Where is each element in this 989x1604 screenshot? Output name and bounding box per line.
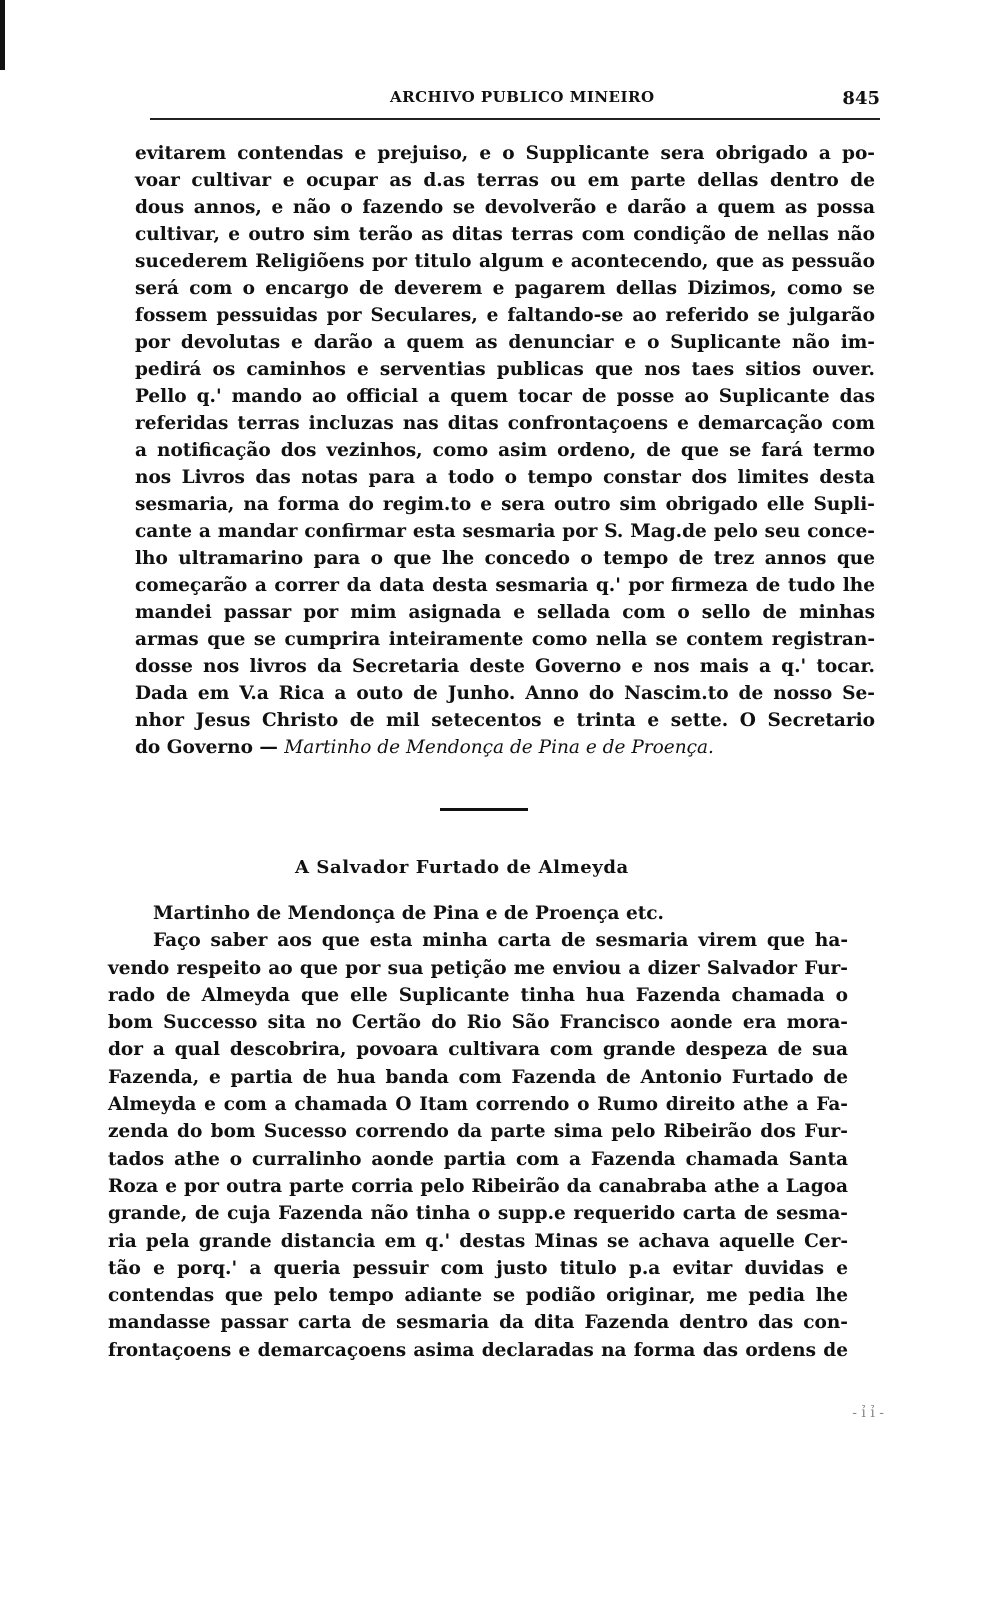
text-line: fossem pessuidas por Seculares, e faltando-se ao referido se julgarão [135,305,875,326]
text-line: armas que se cumprira inteiramente como nella se contem registran- [135,629,875,650]
header-rule [150,118,880,120]
text-line: zenda do bom Sucesso correndo da parte sima pelo Ribeirão dos Fur- [108,1121,848,1143]
text-line: por devolutas e darão a quem as denunciar e o Suplicante não im- [135,332,875,353]
text-line: contendas que pelo tempo adiante se podião originar, me pedia lhe [108,1285,848,1307]
text-line: lho ultramarino para o que lhe concedo o tempo de trez annos que [135,548,875,569]
text-line: dous annos, e não o fazendo se devolverão e darão a quem as possa [135,197,875,218]
text-line: mandei passar por mim asignada e sellada com o sello de minhas [135,602,875,623]
section-title: A Salvador Furtado de Almeyda [295,857,629,878]
text-line: evitarem contendas e prejuiso, e o Supplicante sera obrigado a po- [135,143,875,164]
text-line: referidas terras incluzas nas ditas confrontaçoens e demarcação com [135,413,875,434]
page-number: 845 [842,88,880,109]
text-line: Fazenda, e partia de hua banda com Fazenda de Antonio Furtado de [108,1066,848,1088]
text-line: a notificação dos vezinhos, como asim ordeno, de que se fará termo [135,440,875,461]
text-line: mandasse passar carta de sesmaria da dita Fazenda dentro das con- [108,1312,848,1334]
text-line: nhor Jesus Christo de mil setecentos e trinta e sette. O Secretario [135,710,875,731]
text-line: sucederem Religiõens por titulo algum e acontecendo, que as pessuão [135,251,875,272]
text-line: ria pela grande distancia em q.' destas Minas se achava aquelle Cer- [108,1230,848,1252]
text-line: Dada em V.a Rica a outo de Junho. Anno do Nascim.to de nosso Se- [135,683,875,704]
text-line: bom Successo sita no Certão do Rio São Francisco aonde era mora- [108,1012,848,1034]
text-line: tados athe o curralinho aonde partia com a Fazenda chamada Santa [108,1148,848,1170]
text-line: frontaçoens e demarcaçoens asima declaradas na forma das ordens de [108,1339,848,1361]
text-line: vendo respeito ao que por sua petição me enviou a dizer Salvador Fur- [108,957,848,979]
continued-text-block [135,140,875,761]
signature-prefix: do Governo — [135,737,285,758]
page-header [150,88,880,118]
text-line: começarão a correr da data desta sesmaria q.' por firmeza de tudo lhe [135,575,875,596]
text-line: Almeyda e com a chamada O Itam correndo o Rumo direito athe a Fa- [108,1094,848,1116]
text-line: cante a mandar confirmar esta sesmaria por S. Mag.de pelo seu conce- [135,521,875,542]
secretary-signature: Martinho de Mendonça de Pina e de Proença. [284,737,714,758]
text-line: sesmaria, na forma do regim.to e sera outro sim obrigado elle Supli- [135,494,875,515]
margin-mark: - ỉ ỉ - [852,1405,884,1421]
text-line: pedirá os caminhos e serventias publicas que nos taes sitios ouver. [135,359,875,380]
text-line: dor a qual descobrira, povoara cultivara com grande despeza de sua [108,1039,848,1061]
running-head-title: ARCHIVO PUBLICO MINEIRO [390,88,655,106]
text-line: grande, de cuja Fazenda não tinha o supp.e requerido carta de sesma- [108,1203,848,1225]
text-line: dosse nos livros da Secretaria deste Governo e nos mais a q.' tocar. [135,656,875,677]
section-body [108,900,848,1364]
text-line: cultivar, e outro sim terão as ditas terras com condição de nellas não [135,224,875,245]
text-line: rado de Almeyda que elle Suplicante tinha hua Fazenda chamada o [108,984,848,1006]
text-line: Martinho de Mendonça de Pina e de Proença etc. [153,903,664,924]
section-separator [440,808,528,811]
text-line: Faço saber aos que esta minha carta de sesmaria virem que ha- [153,930,848,952]
text-line: nos Livros das notas para a todo o tempo constar dos limites desta [135,467,875,488]
text-line: Pello q.' mando ao official a quem tocar de posse ao Suplicante das [135,386,875,407]
signature-line [135,734,875,761]
text-line: será com o encargo de deverem e pagarem dellas Dizimos, como se [135,278,875,299]
scan-edge-line [0,0,5,70]
text-line: Roza e por outra parte corria pelo Ribeirão da canabraba athe a Lagoa [108,1175,848,1197]
text-line: tão e porq.' a queria pessuir com justo titulo p.a evitar duvidas e [108,1257,848,1279]
text-line: voar cultivar e ocupar as d.as terras ou em parte dellas dentro de [135,170,875,191]
